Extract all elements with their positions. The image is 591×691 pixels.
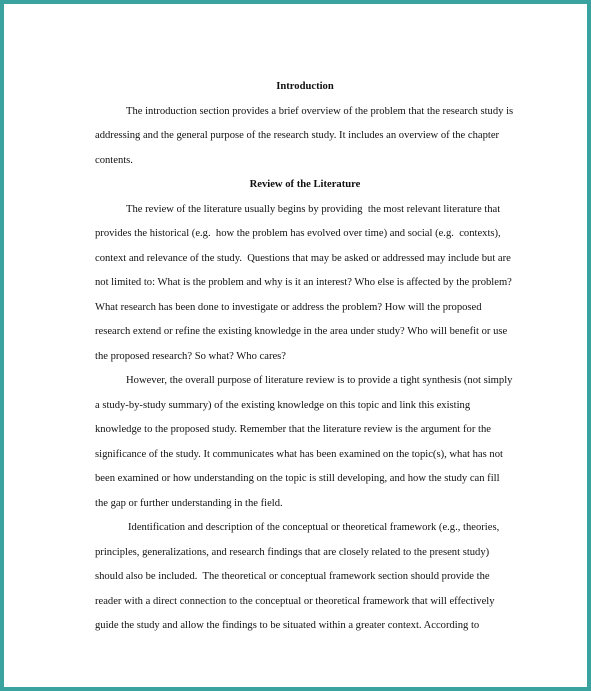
literature-paragraph-2: However, the overall purpose of literature review is to provide a tight synthesis (not simply a study-by-study summary) of the existing knowledge on this topic and link this existing knowledge to the proposed study. Remember that the literature review is the argument for the significance of the study. It communicates what has been examined on the topic(s), what has not been examined or how understanding on the topic is still developing, and how the study can fill the gap or further understanding in the field. xyxy=(95,375,516,509)
section-heading-literature-review: Review of the Literature xyxy=(249,179,361,190)
literature-paragraph-3: Identification and description of the conceptual or theoretical framework (e.g., theories, principles, generalizations, and research findings that are closely related to the present study) should also be included. The theoretical or conceptual framework section should provide the reader with a direct connection to the conceptual or theoretical framework that will effectively guide the study and allow the findings to be situated within a greater context. According to xyxy=(95,522,502,631)
introduction-paragraph: The introduction section provides a brief overview of the problem that the research study is addressing and the general purpose of the research study. It includes an overview of the chapter contents. xyxy=(95,105,516,166)
document-page xyxy=(95,66,515,639)
literature-paragraph-1: The review of the literature usually begins by providing the most relevant literature that provides the historical (e.g. how the problem has evolved over time) and social (e.g. contexts), context and relevance of the study. Questions that may be asked or addressed may include but are not limited to: What is the problem and why is it an interest? Who else is affected by the problem? What research has been done to investigate or address the problem? How will the proposed research extend or refine the existing knowledge in the area under study? Who will benefit or use the proposed research? So what? Who cares? xyxy=(95,203,515,362)
section-heading-introduction: Introduction xyxy=(276,81,334,92)
